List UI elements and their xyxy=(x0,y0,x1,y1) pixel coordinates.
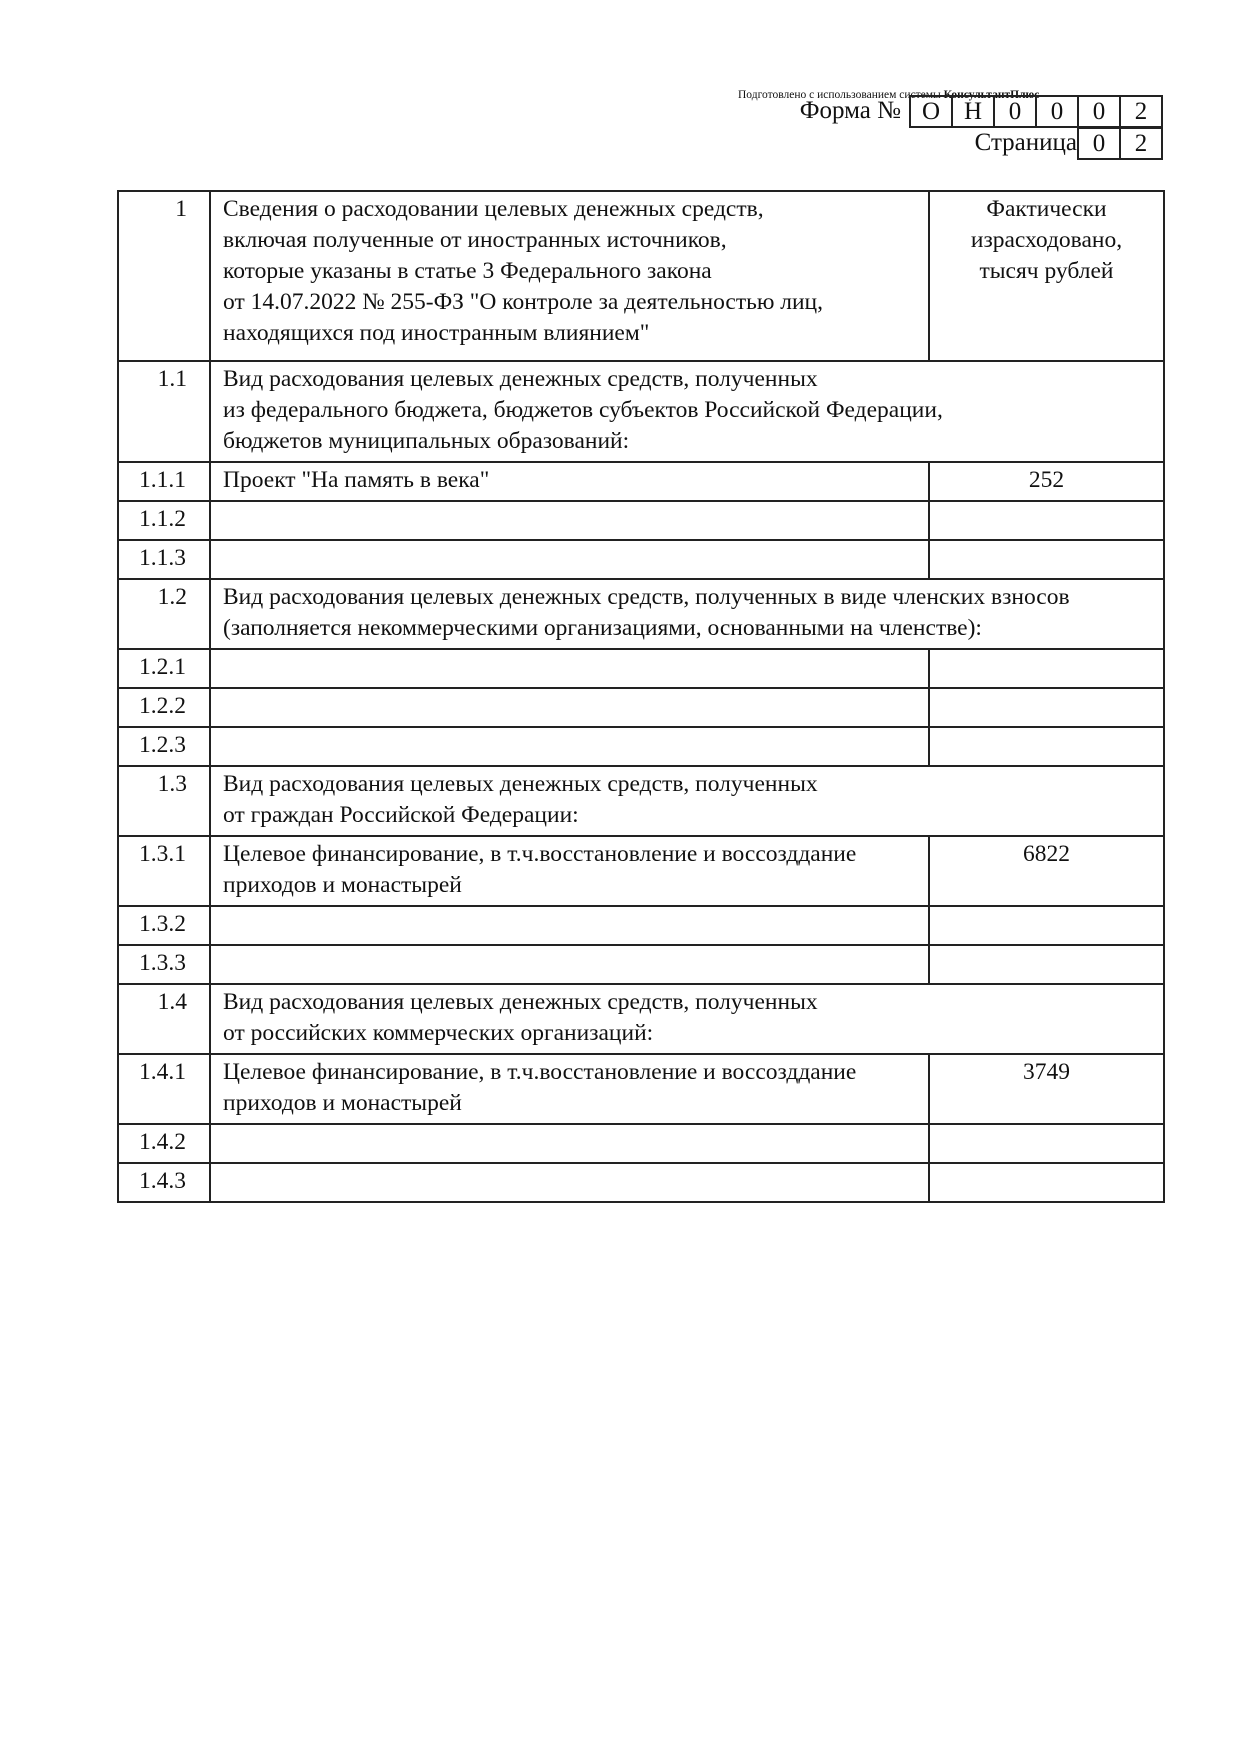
row-number: 1.3.1 xyxy=(118,836,210,906)
section-row xyxy=(118,361,1164,462)
form-code-cell: 0 xyxy=(995,97,1037,126)
row-description xyxy=(210,649,929,688)
form-code-cell: 0 xyxy=(1079,97,1121,126)
row-description xyxy=(210,727,929,766)
form-code-cell: 0 xyxy=(1037,97,1079,126)
section-row xyxy=(118,984,1164,1054)
row-number: 1.1.2 xyxy=(118,501,210,540)
row-number: 1.1.1 xyxy=(118,462,210,501)
table-row xyxy=(118,1163,1164,1202)
section-number: 1.3 xyxy=(118,766,210,836)
form-code-cell: О xyxy=(911,97,953,126)
row-number: 1.4.3 xyxy=(118,1163,210,1202)
row-description xyxy=(210,1124,929,1163)
row-value xyxy=(929,906,1164,945)
row-value: 252 xyxy=(929,462,1164,501)
table-row xyxy=(118,540,1164,579)
section-number: 1.2 xyxy=(118,579,210,649)
row-number: 1.4.2 xyxy=(118,1124,210,1163)
row-description: Проект "На память в века" xyxy=(210,462,929,501)
row-description xyxy=(210,501,929,540)
row-description: Целевое финансирование, в т.ч.восстановление и воссозддание приходов и монастырей xyxy=(210,1054,929,1124)
row-value xyxy=(929,649,1164,688)
row-value: 6822 xyxy=(929,836,1164,906)
section-row xyxy=(118,766,1164,836)
table-row xyxy=(118,945,1164,984)
row-value xyxy=(929,688,1164,727)
value-column-header: Фактически израсходовано, тысяч рублей xyxy=(929,191,1164,361)
row-number: 1.2.2 xyxy=(118,688,210,727)
page-label: Страница xyxy=(974,129,1077,156)
row-description xyxy=(210,945,929,984)
row-number: 1.3.3 xyxy=(118,945,210,984)
page-number-cell: 2 xyxy=(1121,129,1163,158)
row-number: 1.3.2 xyxy=(118,906,210,945)
table-row xyxy=(118,836,1164,906)
row-value: 3749 xyxy=(929,1054,1164,1124)
row-number: 1.2.1 xyxy=(118,649,210,688)
page-number-cell: 0 xyxy=(1079,129,1121,158)
row-description xyxy=(210,1163,929,1202)
table-head-row xyxy=(118,191,1164,361)
table-row xyxy=(118,688,1164,727)
page-number-cells xyxy=(1077,127,1163,160)
table-row xyxy=(118,649,1164,688)
table-row xyxy=(118,1124,1164,1163)
row-number: 1.2.3 xyxy=(118,727,210,766)
row-number: 1 xyxy=(118,191,210,361)
row-description xyxy=(210,540,929,579)
form-code-cell: 2 xyxy=(1121,97,1163,126)
row-value xyxy=(929,501,1164,540)
row-value xyxy=(929,1124,1164,1163)
row-number: 1.1.3 xyxy=(118,540,210,579)
table-row xyxy=(118,501,1164,540)
table-row xyxy=(118,462,1164,501)
expenditure-table xyxy=(117,190,1165,1203)
section-description: Вид расходования целевых денежных средств, полученных от российских коммерческих организаций: xyxy=(210,984,1164,1054)
row-number: 1.4.1 xyxy=(118,1054,210,1124)
prepared-brand: КонсультантПлюс xyxy=(943,89,1040,101)
table-row xyxy=(118,1054,1164,1124)
table-row xyxy=(118,906,1164,945)
row-value xyxy=(929,727,1164,766)
section-number: 1.4 xyxy=(118,984,210,1054)
row-description xyxy=(210,906,929,945)
row-value xyxy=(929,945,1164,984)
row-value xyxy=(929,540,1164,579)
form-code-cell: Н xyxy=(953,97,995,126)
section-description: Вид расходования целевых денежных средств, полученных из федерального бюджета, бюджетов субъектов Российской Федерации, бюджетов муниципальных образований: xyxy=(210,361,1164,462)
section-description: Вид расходования целевых денежных средств, полученных в виде членских взносов (заполняется некоммерческими организациями, основанными на членстве): xyxy=(210,579,1164,649)
row-value xyxy=(929,1163,1164,1202)
row-description: Целевое финансирование, в т.ч.восстановление и воссозддание приходов и монастырей xyxy=(210,836,929,906)
section-row xyxy=(118,579,1164,649)
section-description: Вид расходования целевых денежных средств, полученных от граждан Российской Федерации: xyxy=(210,766,1164,836)
form-number-cells xyxy=(909,95,1163,128)
table-row xyxy=(118,727,1164,766)
row-description xyxy=(210,688,929,727)
section-number: 1.1 xyxy=(118,361,210,462)
form-number-label: Форма № xyxy=(799,97,901,124)
head-description: Сведения о расходовании целевых денежных средств, включая полученные от иностранных источников, которые указаны в статье 3 Федерального закона от 14.07.2022 № 255-ФЗ "О контроле за деятельностью лиц, находящихся под иностранным влиянием" xyxy=(210,191,929,361)
prepared-prefix: Подготовлено с использованием системы xyxy=(738,89,944,101)
